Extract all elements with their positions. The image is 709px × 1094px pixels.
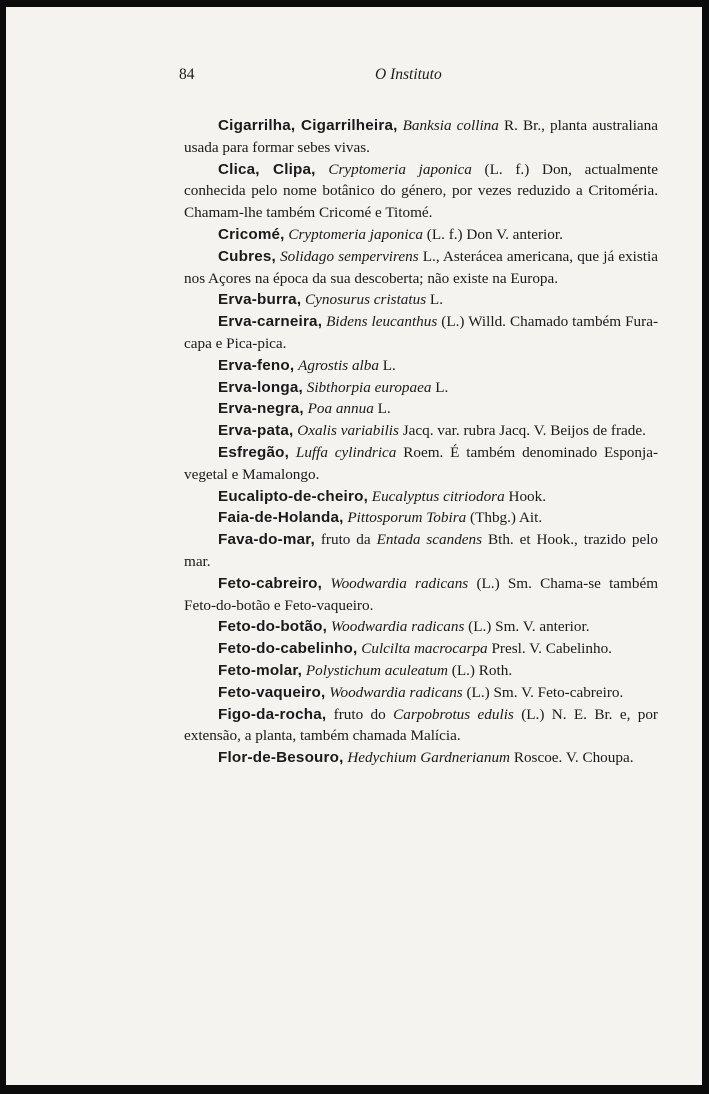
- glossary-entries: [184, 115, 658, 769]
- entry-description: (L.) Willd. Chamado também Fura-capa e Pica-pica.: [184, 313, 659, 352]
- entry-description: (L.) Sm. V. Feto-cabreiro.: [462, 683, 624, 701]
- glossary-entry: [184, 289, 658, 311]
- glossary-entry: [184, 420, 658, 442]
- entry-scientific-name: Cynosurus cristatus: [305, 291, 427, 309]
- entry-description: Presl. V. Cabelinho.: [487, 640, 612, 658]
- entry-scientific-name: Entada scandens: [376, 531, 483, 549]
- entry-headword: Eucalipto-de-cheiro,: [218, 487, 368, 505]
- entry-headword: Cubres,: [218, 247, 276, 265]
- entry-description: L.: [378, 356, 396, 374]
- glossary-entry: [184, 311, 658, 355]
- glossary-entry: [184, 224, 658, 246]
- entry-headword: Esfregão,: [218, 443, 290, 461]
- entry-headword: Cigarrilha, Cigarrilheira,: [218, 117, 398, 134]
- entry-scientific-name: Banksia collina: [402, 117, 499, 134]
- entry-prefix: fruto da: [314, 531, 377, 549]
- glossary-entry: [184, 507, 658, 529]
- glossary-entry: [184, 747, 658, 769]
- entry-headword: Fava-do-mar,: [218, 531, 315, 549]
- entry-description: L., Asterácea americana, que já existia nos Açores na época da sua descoberta; não existe na Europa.: [184, 247, 658, 287]
- entry-description: L.: [431, 378, 449, 396]
- entry-scientific-name: Oxalis variabilis: [297, 422, 399, 440]
- glossary-entry: [184, 638, 658, 660]
- entry-scientific-name: Carpobrotus edulis: [393, 705, 514, 723]
- entry-scientific-name: Solidago sempervirens: [280, 247, 419, 265]
- glossary-entry: [184, 704, 658, 748]
- glossary-entry: [184, 682, 658, 704]
- entry-description: (L.) Sm. V. anterior.: [464, 618, 590, 636]
- entry-scientific-name: Hedychium Gardnerianum: [347, 749, 511, 767]
- glossary-entry: [184, 115, 658, 159]
- glossary-entry: [184, 355, 658, 377]
- entry-description: Hook.: [504, 487, 547, 505]
- entry-headword: Faia-de-Holanda,: [218, 509, 344, 527]
- entry-headword: Erva-burra,: [218, 291, 302, 309]
- entry-headword: Feto-do-cabelinho,: [218, 640, 358, 658]
- entry-headword: Erva-negra,: [218, 400, 304, 418]
- glossary-entry: [184, 246, 658, 290]
- entry-prefix: fruto do: [326, 705, 394, 723]
- glossary-entry: [184, 573, 658, 617]
- entry-description: L.: [373, 400, 391, 418]
- entry-scientific-name: Woodwardia radicans: [330, 618, 465, 636]
- entry-scientific-name: Pittosporum Tobira: [347, 509, 467, 527]
- entry-headword: Feto-vaqueiro,: [218, 683, 326, 701]
- entry-scientific-name: Culcilta macrocarpa: [361, 640, 488, 658]
- entry-description: Bth. et Hook., trazido pelo mar.: [184, 531, 659, 570]
- entry-scientific-name: Poa annua: [307, 400, 374, 418]
- entry-description: (L.) N. E. Br. e, por extensão, a planta, também chamada Malícia.: [184, 705, 658, 745]
- entry-scientific-name: Agrostis alba: [298, 356, 379, 374]
- entry-scientific-name: Cryptomeria japonica: [328, 160, 472, 178]
- entry-description: R. Br., planta australiana usada para formar sebes vivas.: [184, 117, 658, 156]
- entry-headword: Flor-de-Besouro,: [218, 749, 344, 767]
- glossary-entry: [184, 616, 658, 638]
- entry-headword: Feto-cabreiro,: [218, 574, 323, 592]
- entry-headword: Feto-do-botão,: [218, 618, 328, 636]
- entry-description: (L.) Roth.: [448, 661, 513, 679]
- entry-description: (L.) Sm. Chama-se também Feto-do-botão e Feto-vaqueiro.: [184, 574, 659, 614]
- entry-headword: Clica, Clipa,: [218, 160, 316, 178]
- glossary-entry: [184, 486, 658, 508]
- entry-scientific-name: Bidens leucanthus: [326, 313, 438, 331]
- entry-scientific-name: Sibthorpia europaea: [306, 378, 432, 396]
- entry-headword: Erva-feno,: [218, 356, 295, 374]
- glossary-entry: [184, 159, 658, 224]
- entry-scientific-name: Luffa cylindrica: [295, 443, 397, 461]
- entry-description: Roscoe. V. Choupa.: [510, 749, 634, 767]
- glossary-entry: [184, 529, 658, 573]
- entry-scientific-name: Eucalyptus citriodora: [371, 487, 505, 505]
- entry-scientific-name: Polystichum aculeatum: [305, 661, 448, 679]
- page-number: 84: [179, 66, 195, 83]
- entry-headword: Erva-carneira,: [218, 313, 323, 331]
- entry-scientific-name: Woodwardia radicans: [329, 683, 463, 701]
- running-title: O Instituto: [375, 66, 442, 83]
- glossary-entry: [184, 398, 658, 420]
- running-header: [179, 66, 659, 90]
- entry-description: Jacq. var. rubra Jacq. V. Beijos de frade.: [398, 422, 646, 440]
- entry-headword: Figo-da-rocha,: [218, 705, 327, 723]
- entry-description: L.: [426, 291, 443, 309]
- glossary-entry: [184, 442, 658, 486]
- entry-description: (Thbg.) Ait.: [466, 509, 543, 527]
- entry-description: (L. f.) Don V. anterior.: [422, 225, 563, 243]
- glossary-entry: [184, 377, 658, 399]
- entry-description: (L. f.) Don, actualmente conhecida pelo nome botânico do género, por vezes reduzido a Critoméria. Chamam-lhe também Cricomé e Titomé.: [184, 160, 658, 222]
- entry-headword: Erva-longa,: [218, 378, 303, 396]
- entry-scientific-name: Woodwardia radicans: [330, 574, 469, 592]
- entry-scientific-name: Cryptomeria japonica: [288, 225, 423, 243]
- entry-headword: Erva-pata,: [218, 422, 294, 440]
- entry-headword: Cricomé,: [218, 225, 285, 243]
- entry-description: Roem. É também denominado Esponja-vegetal e Mamalongo.: [184, 443, 659, 483]
- glossary-entry: [184, 660, 658, 682]
- entry-headword: Feto-molar,: [218, 661, 303, 679]
